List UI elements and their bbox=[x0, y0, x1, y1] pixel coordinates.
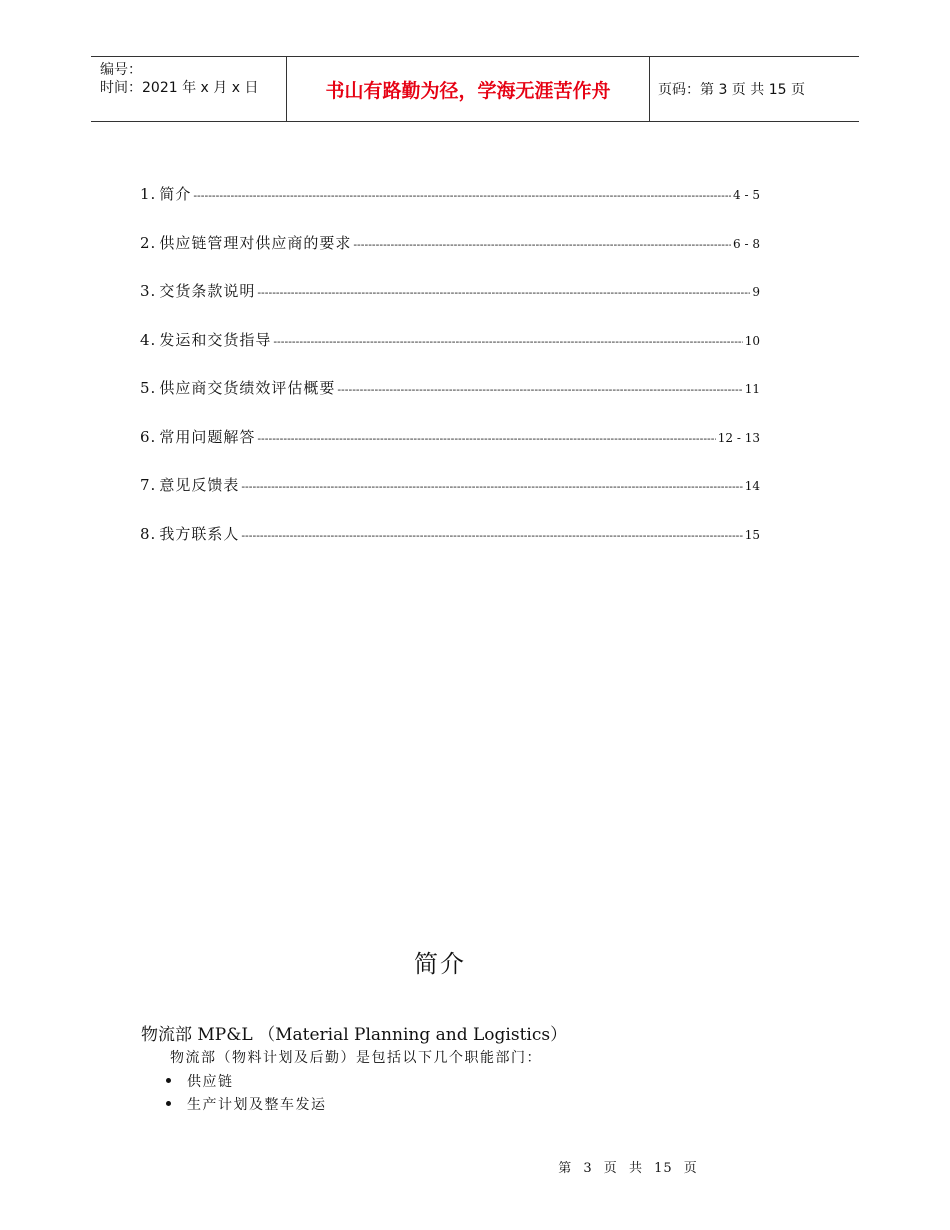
list-item bbox=[166, 1069, 327, 1092]
list-item bbox=[166, 1092, 327, 1115]
doc-number-label: 编号： bbox=[100, 62, 142, 78]
toc-item-page: 14 bbox=[744, 479, 760, 493]
toc-leader bbox=[337, 383, 742, 396]
toc-item[interactable] bbox=[140, 329, 760, 378]
header-motto: 书山有路勤为径，学海无涯苦作舟 bbox=[325, 79, 611, 102]
footer-prefix: 第 bbox=[558, 1161, 573, 1176]
footer-suffix: 页 bbox=[683, 1161, 698, 1176]
toc-item-title: 供应链管理对供应商的要求 bbox=[159, 233, 352, 252]
toc-item[interactable] bbox=[140, 426, 760, 475]
toc-leader bbox=[353, 238, 731, 251]
section-title: 简介 bbox=[414, 950, 466, 978]
toc-leader bbox=[241, 480, 742, 493]
bullet-dot-icon bbox=[166, 1101, 171, 1106]
doc-time: 时间：2021 年 x 月 x 日 bbox=[100, 80, 259, 96]
toc-item-title: 简介 bbox=[159, 185, 192, 203]
section-subheading: 物流部 MP&L （Material Planning and Logistics） bbox=[141, 1025, 568, 1045]
list-item-text: 供应链 bbox=[187, 1073, 234, 1090]
bullet-dot-icon bbox=[166, 1078, 171, 1083]
toc-item-number: 5. bbox=[140, 379, 157, 397]
toc-item[interactable] bbox=[140, 523, 760, 572]
toc-leader bbox=[257, 286, 750, 299]
toc-item-number: 2. bbox=[140, 233, 157, 252]
footer-page-number: 3 bbox=[583, 1161, 593, 1176]
toc-item-page: 9 bbox=[752, 285, 760, 299]
toc-item-number: 3. bbox=[140, 282, 157, 300]
toc-item-page: 6 - 8 bbox=[733, 236, 760, 251]
toc-item[interactable] bbox=[140, 280, 760, 329]
toc-item-number: 7. bbox=[140, 476, 157, 494]
toc-item-page: 10 bbox=[744, 333, 760, 348]
footer-total-word: 共 bbox=[628, 1161, 643, 1176]
toc-item-number: 1. bbox=[140, 185, 157, 203]
toc-item-title: 供应商交货绩效评估概要 bbox=[159, 379, 336, 397]
bullet-list bbox=[166, 1069, 327, 1115]
toc-item-page: 15 bbox=[744, 527, 760, 542]
toc-item-title: 发运和交货指导 bbox=[159, 330, 272, 349]
section-paragraph: 物流部（物料计划及后勤）是包括以下几个职能部门： bbox=[170, 1050, 542, 1066]
toc-item[interactable] bbox=[140, 183, 760, 232]
toc-item-number: 8. bbox=[140, 524, 157, 543]
toc-item[interactable] bbox=[140, 377, 760, 426]
toc-item-number: 4. bbox=[140, 330, 157, 349]
toc-item-page: 12 - 13 bbox=[717, 430, 760, 445]
toc-item-page: 4 - 5 bbox=[733, 188, 760, 202]
header-page-info: 页码：第 3 页 共 15 页 bbox=[658, 82, 805, 98]
toc-item-title: 意见反馈表 bbox=[159, 476, 240, 494]
toc-item-title: 常用问题解答 bbox=[159, 427, 256, 446]
page-footer bbox=[0, 1157, 950, 1176]
list-item-text: 生产计划及整车发运 bbox=[187, 1096, 327, 1113]
toc-item-number: 6. bbox=[140, 427, 157, 446]
toc-item-page: 11 bbox=[744, 382, 760, 396]
toc-item-title: 我方联系人 bbox=[159, 524, 240, 543]
footer-total-pages: 15 bbox=[654, 1161, 673, 1176]
footer-page-word: 页 bbox=[603, 1161, 618, 1176]
header-divider-right bbox=[649, 57, 650, 121]
page-header bbox=[91, 56, 859, 122]
toc-item-title: 交货条款说明 bbox=[159, 282, 256, 300]
table-of-contents bbox=[140, 183, 760, 571]
toc-leader bbox=[193, 189, 731, 202]
toc-leader bbox=[273, 335, 742, 348]
toc-leader bbox=[241, 529, 742, 542]
toc-item[interactable] bbox=[140, 232, 760, 281]
toc-leader bbox=[257, 432, 715, 445]
toc-item[interactable] bbox=[140, 474, 760, 523]
header-meta bbox=[91, 57, 286, 121]
